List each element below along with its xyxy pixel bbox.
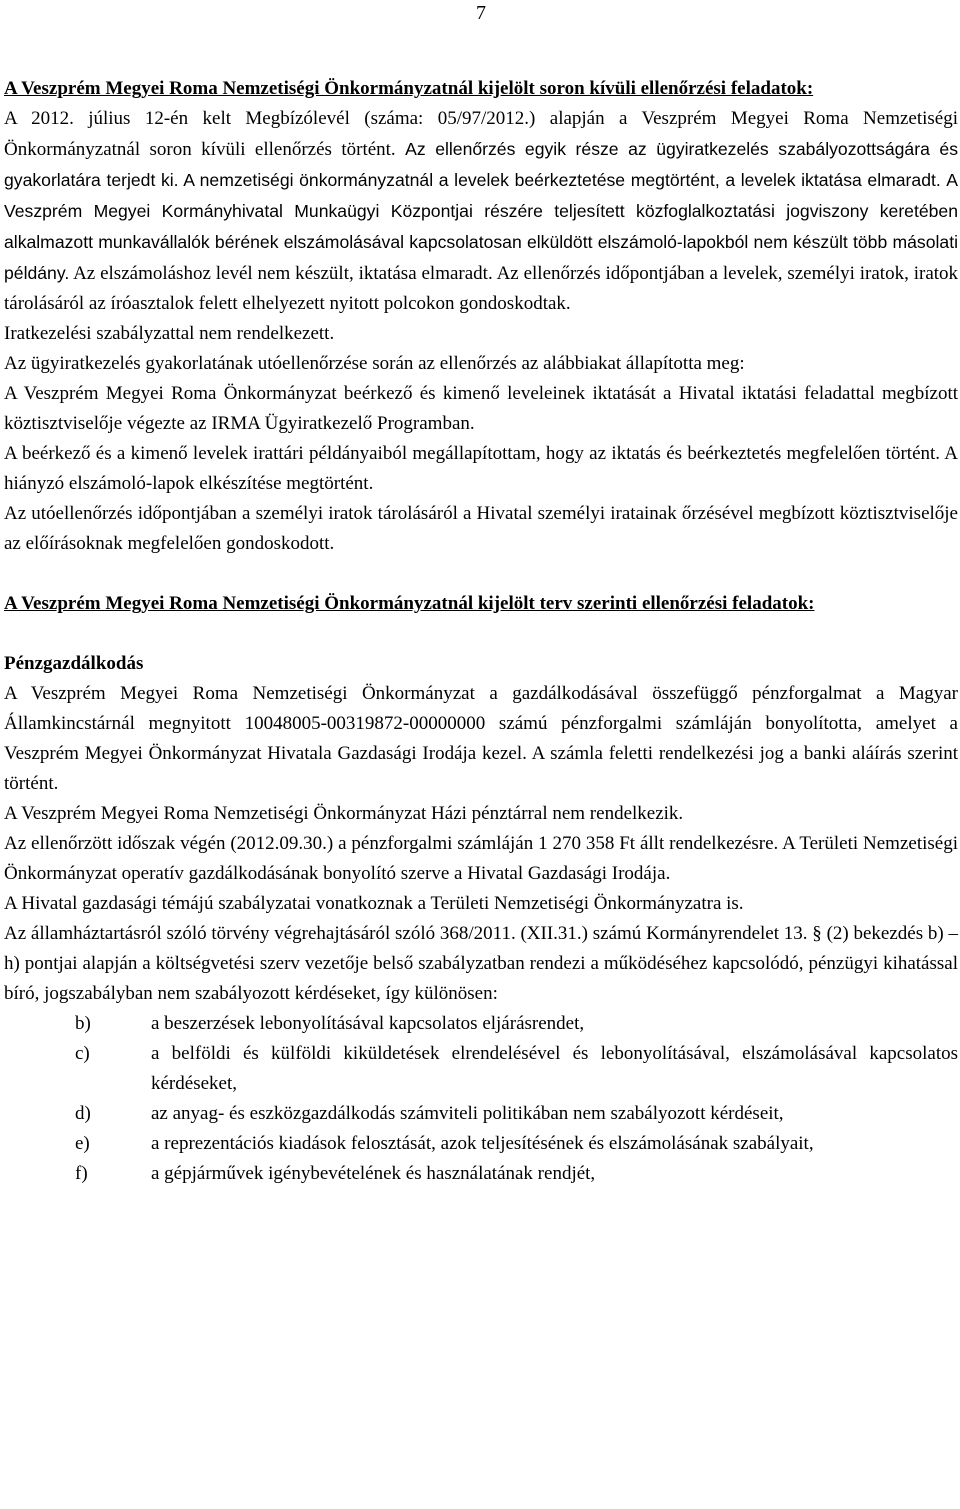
list-item-label: f) — [75, 1163, 88, 1184]
section-heading-planned-audit: A Veszprém Megyei Roma Nemzetiségi Önkormányzatnál kijelölt terv szerinti ellenőrzési feladatok: — [4, 593, 815, 614]
paragraph-government-decree: Az államháztartásról szóló törvény végrehajtásáról szóló 368/2011. (XII.31.) számú Kormányrendelet 13. § (2) bekezdés b) – h) pontjai alapján a költségvetési szerv vezetője belső szabályzatban rendezi a működéséhez kapcsolódó, pénzügyi kihatással bíró, jogszabályban nem szabályozott kérdéseket, így különösen: — [4, 923, 958, 1004]
list-item-text: a gépjárművek igénybevételének és használatának rendjét, — [151, 1163, 596, 1184]
list-item-label: c) — [75, 1043, 90, 1064]
paragraph-balance: Az ellenőrzött időszak végén (2012.09.30.) a pénzforgalmi számláján 1 270 358 Ft állt rendelkezésre. A Területi Nemzetiségi Önkormányzat operatív gazdálkodásának bonyolító szerve a Hivatal Gazdasági Irodája. — [4, 833, 958, 884]
paragraph-archive-copies: A beérkező és a kimenő levelek irattári példányaiból megállapítottam, hogy az iktatás és beérkeztetés megfelelően történt. A hiányzó elszámoló-lapok elkészítése megtörtént. — [4, 443, 958, 494]
paragraph-mandate — [4, 104, 958, 319]
list-item-label: b) — [75, 1013, 91, 1034]
list-item — [4, 1129, 958, 1159]
page-number — [4, 0, 958, 74]
list-item-text: a belföldi és külföldi kiküldetések elrendelésével és lebonyolításával, elszámolásával kapcsolatos kérdéseket, — [151, 1043, 958, 1094]
mandate-sentence: A 2012. július 12-én kelt Megbízólevél (száma: 05/97/2012.) alapján a Veszprém Megyei Roma Nemzetiségi Önkormányzatnál soron kívüli ellenőrzés történt. — [4, 108, 958, 160]
paragraph-bank-account: A Veszprém Megyei Roma Nemzetiségi Önkormányzat a gazdálkodásával összefüggő pénzforgalmat a Magyar Államkincstárnál megnyitott 10048005-00319872-00000000 számú pénzforgalmi számláján bonyolította, amelyet a Veszprém Megyei Önkormányzat Hivatala Gazdasági Irodája kezel. A számla feletti rendelkezési jog a banki aláírás szerint történt. — [4, 683, 958, 794]
list-item-label: d) — [75, 1103, 91, 1124]
paragraph-registration: A Veszprém Megyei Roma Önkormányzat beérkező és kimenő leveleinek iktatását a Hivatal iktatási feladattal megbízott köztisztviselője végezte az IRMA Ügyiratkezelő Programban. — [4, 383, 958, 434]
spacer — [4, 559, 958, 589]
list-item — [4, 1039, 958, 1099]
list-item-label: e) — [75, 1133, 90, 1154]
section-heading-extraordinary-audit: A Veszprém Megyei Roma Nemzetiségi Önkormányzatnál kijelölt soron kívüli ellenőrzési feladatok: — [4, 78, 814, 99]
list-item — [4, 1009, 958, 1039]
settlement-sentence: A Veszprém Megyei Kormányhivatal Munkaügyi Központjai részére teljesített közfoglalkoztatási jogviszony keretében alkalmazott munkavállalók bérének elszámolásával kapcsolatosan elküldött elszámoló-lapokból nem készült több másolati példány. — [4, 170, 959, 283]
regulation-topics-list — [4, 1009, 958, 1189]
scope-sentence: Az ellenőrzés egyik része az ügyiratkezelés szabályozottságára és gyakorlatára terjedt ki. A nemzetiségi önkormányzatnál a levelek beérkeztetése megtörtént, a levelek iktatása elmaradt. — [4, 139, 958, 190]
list-item-text: a reprezentációs kiadások felosztását, azok teljesítésének és elszámolásának szabályait, — [151, 1133, 814, 1154]
paragraph-petty-cash: A Veszprém Megyei Roma Nemzetiségi Önkormányzat Házi pénztárral nem rendelkezik. — [4, 803, 684, 824]
spacer — [4, 619, 958, 649]
paragraph-no-regulation: Iratkezelési szabályzattal nem rendelkezett. — [4, 323, 335, 344]
paragraph-personal-records: Az utóellenőrzés időpontjában a személyi iratok tárolásáról a Hivatal személyi iratainak őrzésével megbízott köztisztviselője az előírásoknak megfelelően gondoskodott. — [4, 503, 958, 554]
no-letter-sentence: Az elszámoláshoz levél nem készült, iktatása elmaradt. — [73, 263, 493, 284]
page-number-text: 7 — [476, 2, 486, 24]
paragraph-regulations-apply: A Hivatal gazdasági témájú szabályzatai vonatkoznak a Területi Nemzetiségi Önkormányzatra is. — [4, 893, 744, 914]
paragraph-follow-up-intro: Az ügyiratkezelés gyakorlatának utóellenőrzése során az ellenőrzés az alábbiakat állapította meg: — [4, 353, 745, 374]
subheading-cash-management: Pénzgazdálkodás — [4, 653, 144, 674]
list-item-text: a beszerzések lebonyolításával kapcsolatos eljárásrendet, — [151, 1013, 585, 1034]
storage-sentence: Az ellenőrzés időpontjában a levelek, személyi iratok, iratok tárolásáról az íróasztalok felett elhelyezett nyitott polcokon gondoskodtak. — [4, 263, 959, 314]
list-item-text: az anyag- és eszközgazdálkodás számviteli politikában nem szabályozott kérdéseit, — [151, 1103, 784, 1124]
list-item — [4, 1159, 958, 1189]
list-item — [4, 1099, 958, 1129]
